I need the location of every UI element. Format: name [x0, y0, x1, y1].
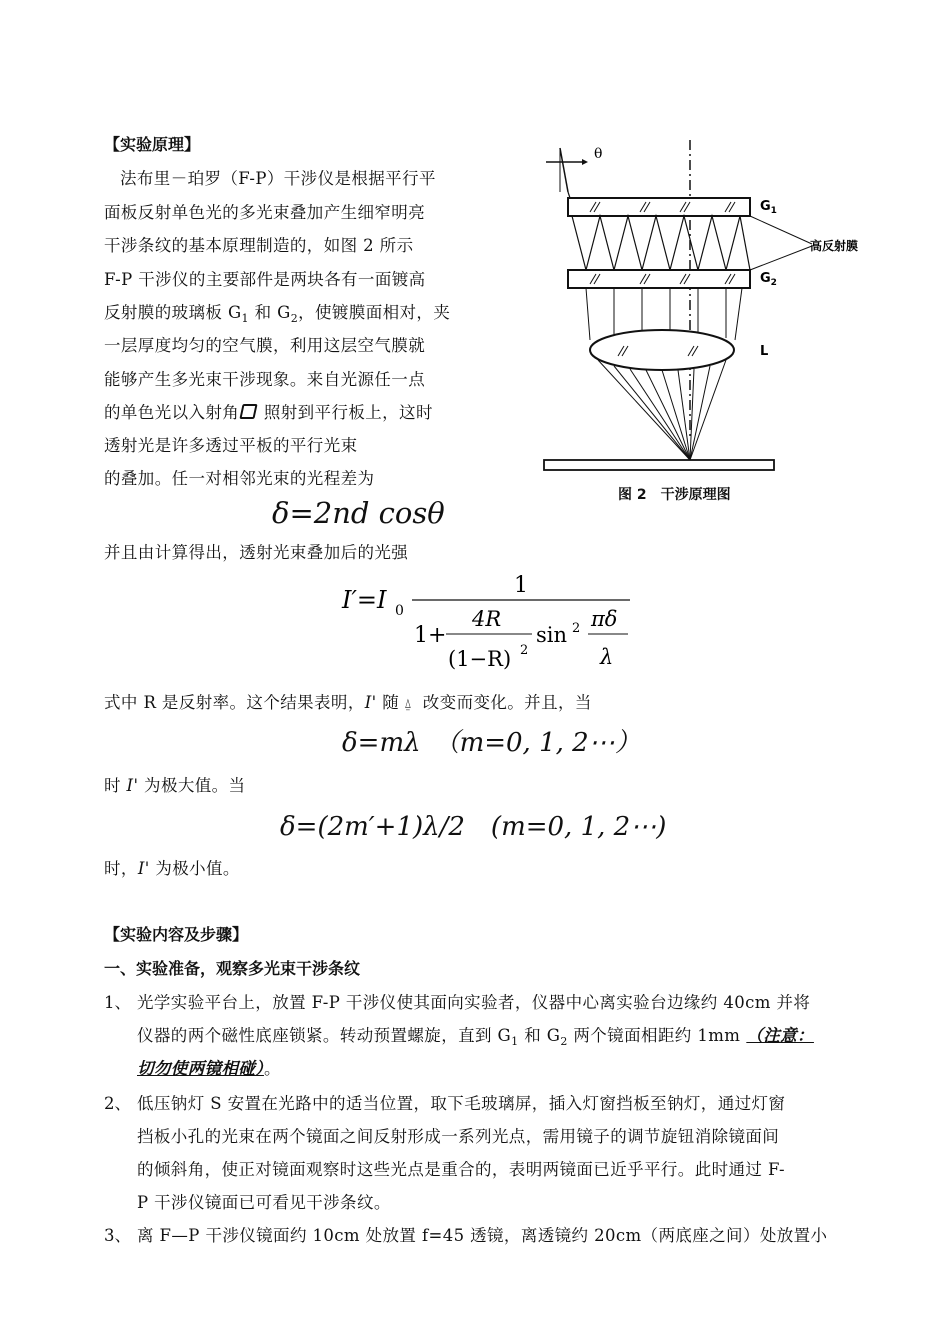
warning-note: （注意： — [746, 1026, 814, 1045]
svg-text:2: 2 — [572, 621, 581, 636]
section-heading-steps: 【实验内容及步骤】 — [104, 925, 249, 944]
step-line: 光学实验平台上，放置 F-P 干涉仪使其面向实验者，仪器中心离实验台边缘约 40cm 并将 — [137, 993, 811, 1012]
paragraph-line: 并且由计算得出，透射光束叠加后的光强 — [104, 543, 409, 562]
equation-intensity — [338, 566, 638, 678]
svg-text:0: 0 — [395, 603, 404, 619]
g2-label: $G_2$ — [760, 271, 777, 288]
step-line: 挡板小孔的光束在两个镜面之间反射形成一系列光点，需用镜子的调节旋钮消除镜面间 — [137, 1127, 780, 1146]
paragraph-line: 时，I' 为极小值。 — [104, 859, 240, 878]
paragraph-line: F-P 干涉仪的主要部件是两块各有一面镀高 — [104, 270, 426, 289]
paragraph-line: 能够产生多光束干涉现象。来自光源任一点 — [104, 370, 426, 389]
plate-g1 — [568, 198, 750, 216]
step-line: 离 F—P 干涉仪镜面约 10cm 处放置 f=45 透镜，离透镜约 20cm（两底座之间）处放置小 — [137, 1226, 828, 1245]
delta-symbol-icon: ⍙ — [404, 697, 413, 712]
subsection-heading: 一、实验准备，观察多光束干涉条纹 — [104, 959, 361, 978]
section-heading-principle: 【实验原理】 — [104, 135, 201, 154]
paragraph-line: 一层厚度均匀的空气膜，利用这层空气膜就 — [104, 336, 426, 355]
film-label: 高反射膜 — [810, 239, 859, 253]
paragraph-line: 透射光是许多透过平板的平行光束 — [104, 436, 358, 455]
equation-maximum: δ=mλ （m=0, 1, 2⋯） — [342, 728, 641, 758]
step-line: 的倾斜角，使正对镜面观察时这些光点是重合的，表明两镜面已近乎平行。此时通过 F- — [137, 1160, 786, 1179]
screen — [544, 460, 774, 470]
svg-text:(1−R): (1−R) — [448, 647, 512, 671]
plate-g2 — [568, 270, 750, 288]
step-number: 1、 — [104, 993, 131, 1012]
lens — [590, 330, 734, 370]
svg-text:λ: λ — [600, 645, 614, 669]
step-number: 2、 — [104, 1094, 131, 1113]
paragraph-line: 法布里－珀罗（F-P）干涉仪是根据平行平 — [120, 169, 436, 188]
paragraph-line: 干涉条纹的基本原理制造的，如图 2 所示 — [104, 236, 414, 255]
svg-text:πδ: πδ — [591, 607, 618, 631]
missing-symbol-icon — [240, 404, 258, 419]
paragraph-line: 的单色光以入射角 照射到平行板上，这时 — [104, 403, 433, 422]
warning-note: 切勿使两镜相碰） — [137, 1059, 264, 1078]
equation-optical-path: δ=2nd cosθ — [272, 496, 445, 530]
step-line: 低压钠灯 S 安置在光路中的适当位置，取下毛玻璃屏，插入灯窗挡板至钠灯，通过灯窗 — [137, 1094, 786, 1113]
equation-minimum: δ=(2m′+1)λ/2 (m=0, 1, 2⋯) — [280, 812, 667, 842]
svg-text:1: 1 — [514, 573, 528, 598]
paragraph-line: 式中 R 是反射率。这个结果表明，I' 随 ⍙ 改变而变化。并且，当 — [104, 693, 592, 712]
step-line: P 干涉仪镜面已可看见干涉条纹。 — [137, 1193, 391, 1212]
svg-text:I′=I: I′=I — [342, 586, 387, 614]
g1-label: $G_1$ — [760, 199, 777, 216]
svg-text:2: 2 — [520, 643, 529, 658]
lens-label: L — [760, 344, 769, 359]
step-line: 切勿使两镜相碰）。 — [137, 1059, 281, 1078]
interference-diagram — [530, 140, 860, 480]
svg-text:4R: 4R — [472, 607, 502, 631]
svg-text:sin: sin — [536, 623, 568, 647]
paragraph-line: 的叠加。任一对相邻光束的光程差为 — [104, 469, 375, 488]
paragraph-line: 时 I' 为极大值。当 — [104, 776, 246, 795]
paragraph-line: 反射膜的玻璃板 $G_1$ 和 $G_2$，使镀膜面相对，夹 — [104, 303, 451, 325]
svg-text:1+: 1+ — [414, 623, 447, 648]
step-number: 3、 — [104, 1226, 131, 1245]
step-line: 仪器的两个磁性底座锁紧。转动预置螺旋，直到 $G_1$ 和 $G_2$ 两个镜面相距约 1mm （注意： — [137, 1026, 814, 1048]
figure-caption: 图 2 干涉原理图 — [618, 487, 731, 503]
theta-label: θ — [594, 146, 603, 162]
paragraph-line: 面板反射单色光的多光束叠加产生细窄明亮 — [104, 203, 426, 222]
